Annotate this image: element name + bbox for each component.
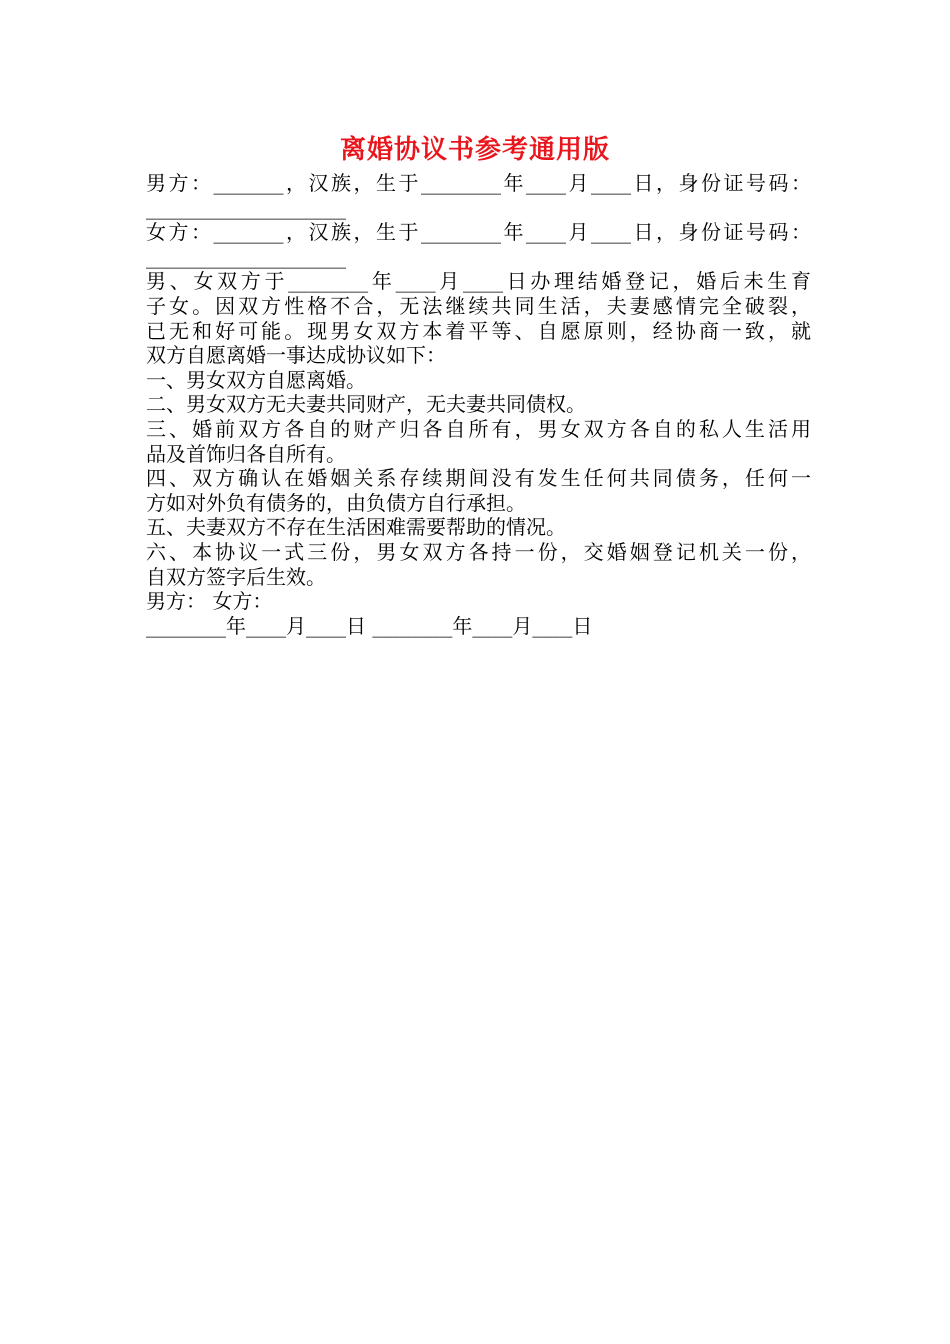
clause-6-line-1: 六、本协议一式三份，男女双方各持一份，交婚姻登记机关一份， xyxy=(146,539,811,564)
clause-4-line-2: 方如对外负有债务的，由负债方自行承担。 xyxy=(146,490,526,515)
line-reason-2: 已无和好可能。现男女双方本着平等、自愿原则，经协商一致，就 xyxy=(146,318,811,343)
document-body xyxy=(146,171,811,638)
clause-3-line-2: 品及首饰归各自所有。 xyxy=(146,441,346,466)
clause-2: 二、男女双方无夫妻共同财产，无夫妻共同债权。 xyxy=(146,392,586,417)
clause-5: 五、夫妻双方不存在生活困难需要帮助的情况。 xyxy=(146,515,566,540)
line-agreement-intro: 双方自愿离婚一事达成协议如下： xyxy=(146,343,446,368)
line-female-id-blank: ____________________ xyxy=(146,244,346,269)
line-marriage-registration: 男、女双方于________年____月____日办理结婚登记，婚后未生育 xyxy=(146,269,811,294)
clause-3-line-1: 三、婚前双方各自的财产归各自所有，男女双方各自的私人生活用 xyxy=(146,416,811,441)
signature-dates: ________年____月____日 ________年____月____日 xyxy=(146,613,593,638)
signature-labels: 男方： 女方： xyxy=(146,589,273,614)
clause-6-line-2: 自双方签字后生效。 xyxy=(146,564,326,589)
line-male-party: 男方：_______，汉族，生于________年____月____日，身份证号码： xyxy=(146,171,811,195)
clause-1: 一、男女双方自愿离婚。 xyxy=(146,367,366,392)
line-female-party: 女方：_______，汉族，生于________年____月____日，身份证号码： xyxy=(146,220,811,245)
line-male-id-blank: ____________________ xyxy=(146,195,346,220)
clause-4-line-1: 四、双方确认在婚姻关系存续期间没有发生任何共同债务，任何一 xyxy=(146,466,811,491)
document-title: 离婚协议书参考通用版 xyxy=(339,135,610,165)
line-reason-1: 子女。因双方性格不合，无法继续共同生活，夫妻感情完全破裂， xyxy=(146,293,811,318)
